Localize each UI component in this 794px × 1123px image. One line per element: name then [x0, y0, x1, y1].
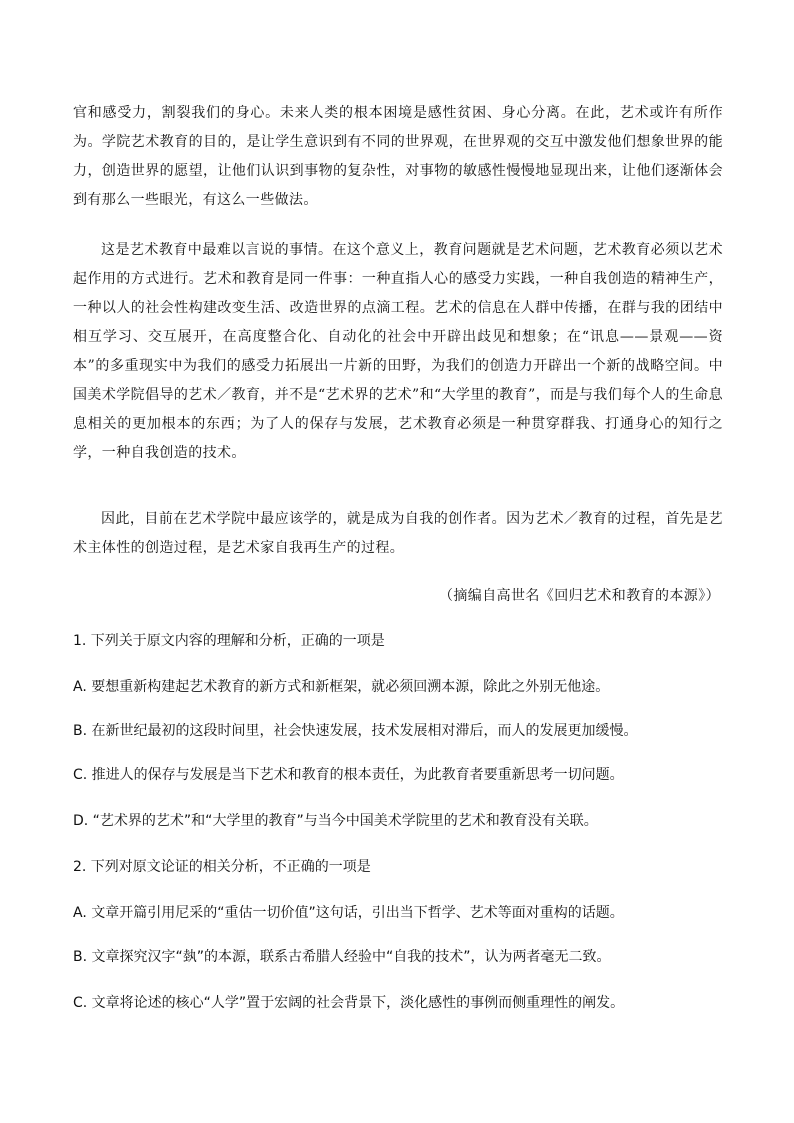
passage-paragraph-3: 因此，目前在艺术学院中最应该学的，就是成为自我的创作者。因为艺术／教育的过程，首先是艺术主体性的创造过程，是艺术家自我再生产的过程。	[73, 511, 723, 556]
passage-paragraph-2: 这是艺术教育中最难以言说的事情。在这个意义上，教育问题就是艺术问题，艺术教育必须以艺术起作用的方式进行。艺术和教育是同一件事：一种直指人心的感受力实践，一种自我创造的精神生产，一种以人的社会性构建改变生活、改造世界的点滴工程。艺术的信息在人群中传播，在群与我的团结中相互学习、交互展开，在高度整合化、自动化的社会中开辟出歧见和想象；在“讯息——景观——资本”的多重现实中为我们的感受力拓展出一片新的田野，为我们的创造力开辟出一个新的战略空间。中国美术学院倡导的艺术／教育，并不是“艺术界的艺术”和“大学里的教育”，而是与我们每个人的生命息息相关的更加根本的东西；为了人的保存与发展，艺术教育必须是一种贯穿群我、打通身心的知行之学，一种自我创造的技术。	[73, 242, 723, 461]
question-2-stem: 2. 下列对原文论证的相关分析，不正确的一项是	[73, 859, 371, 875]
question-1-option-a[interactable]: A. 要想重新构建起艺术教育的新方式和新框架，就必须回溯本源，除此之外别无他途。	[73, 679, 610, 695]
question-2-option-c[interactable]: C. 文章将论述的核心“人学”置于宏阔的社会背景下，淡化感性的事例而侧重理性的阐发。	[73, 995, 625, 1011]
question-2-option-b[interactable]: B. 文章探究汉字“埶”的本源，联系古希腊人经验中“自我的技术”，认为两者毫无二致。	[73, 949, 611, 965]
question-1-option-d[interactable]: D. “艺术界的艺术”和“大学里的教育”与当今中国美术学院里的艺术和教育没有关联。	[73, 813, 598, 829]
passage-source-citation: （摘编自高世名《回归艺术和教育的本源》）	[439, 588, 720, 604]
question-1-option-c[interactable]: C. 推进人的保存与发展是当下艺术和教育的根本责任，为此教育者要重新思考一切问题。	[73, 767, 624, 783]
question-1-stem: 1. 下列关于原文内容的理解和分析，正确的一项是	[73, 633, 385, 649]
question-1-option-b[interactable]: B. 在新世纪最初的这段时间里，社会快速发展，技术发展相对滞后，而人的发展更加缓慢。	[73, 723, 638, 739]
passage-paragraph-1: 官和感受力，割裂我们的身心。未来人类的根本困境是感性贫困、身心分离。在此，艺术或许有所作为。学院艺术教育的目的，是让学生意识到有不同的世界观，在世界观的交互中激发他们想象世界的能力，创造世界的愿望，让他们认识到事物的复杂性，对事物的敏感性慢慢地显现出来，让他们逐渐体会到有那么一些眼光，有这么一些做法。	[73, 105, 723, 208]
question-2-option-a[interactable]: A. 文章开篇引用尼采的“重估一切价值”这句话，引出当下哲学、艺术等面对重构的话题。	[73, 905, 624, 921]
